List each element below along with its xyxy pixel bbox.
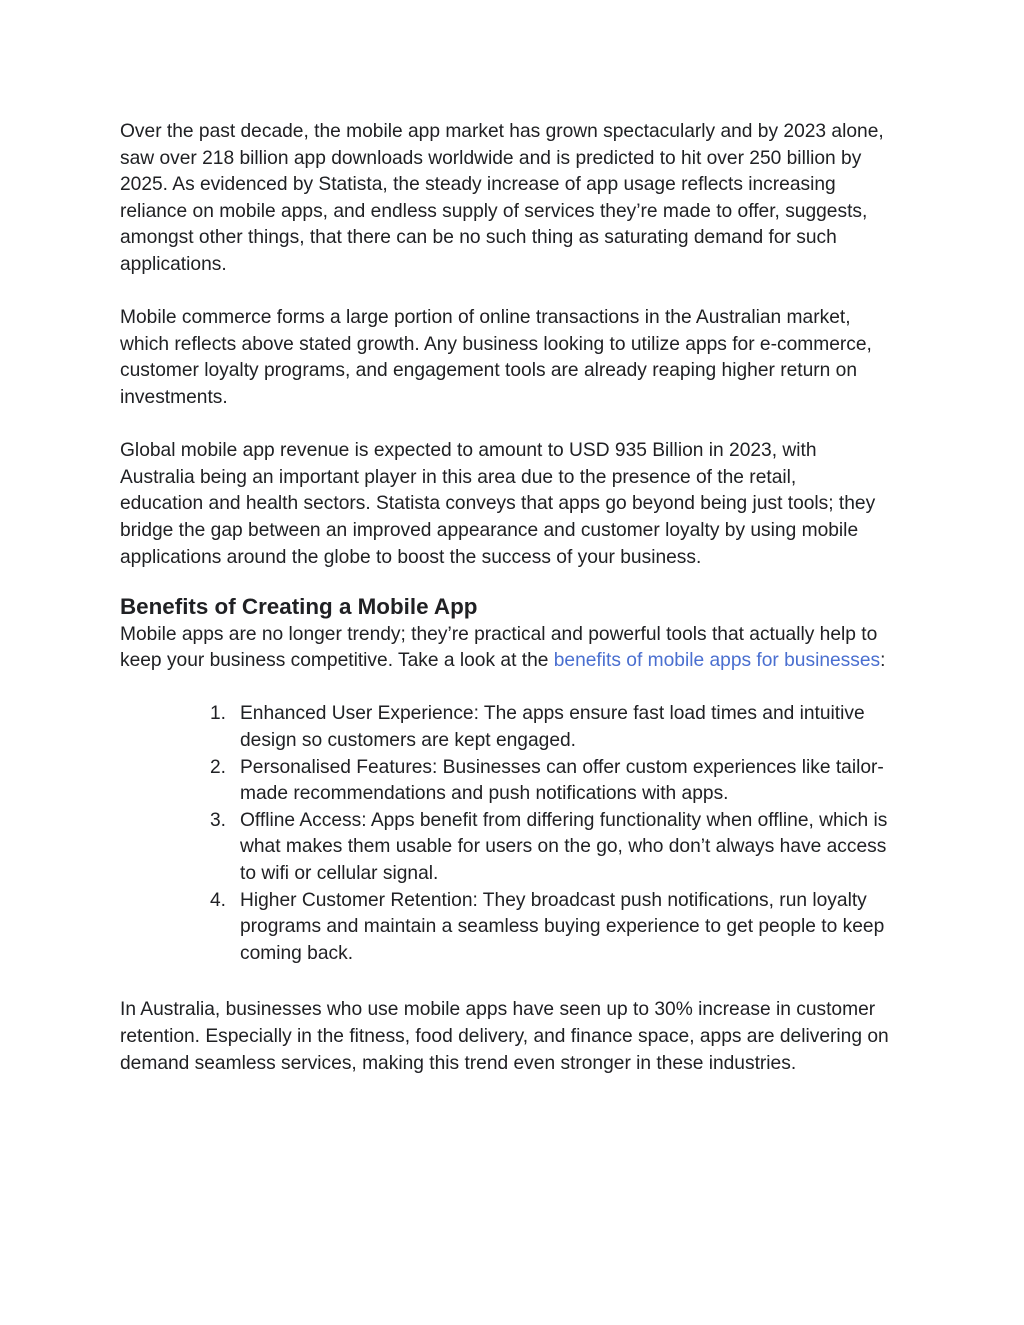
list-item-number: 3. [210, 809, 227, 831]
list-item-text: Enhanced User Experience: The apps ensure fast load times and intuitive design so customers are kept engaged. [240, 703, 865, 752]
benefits-list [120, 701, 910, 967]
benefits-link[interactable]: benefits of mobile apps for businesses [553, 650, 881, 672]
list-item-text: Offline Access: Apps benefit from differing functionality when offline, which is what makes them usable for users on the go, who don’t always have access to wifi or cellular signal. [240, 809, 888, 885]
paragraph-app-market-growth: Over the past decade, the mobile app market has grown spectacularly and by 2023 alone, saw over 218 billion app downloads worldwide and is predicted to hit over 250 billion by 2025. As evidenced by Statista, the steady increase of app usage reflects increasing reliance on mobile apps, and endless supply of services they’re made to offer, suggests, amongst other things, that there can be no such thing as saturating demand for such applications. [120, 121, 884, 275]
section-heading: Benefits of Creating a Mobile App [120, 593, 478, 619]
list-item-number: 1. [210, 703, 227, 725]
list-item-number: 2. [210, 756, 227, 778]
document-page [120, 119, 910, 1077]
list-item-text: Higher Customer Retention: They broadcast push notifications, run loyalty programs and maintain a seamless buying experience to get people to keep coming back. [240, 889, 885, 964]
list-item [120, 701, 905, 754]
intro-suffix: : [880, 650, 886, 672]
list-item [120, 888, 905, 968]
paragraph-global-revenue: Global mobile app revenue is expected to amount to USD 935 Billion in 2023, with Australia being an important player in this area due to the presence of the retail, education and health sectors. Statista conveys that apps go beyond being just tools; they bridge the gap between an improved appearance and customer loyalty by using mobile applications around the globe to boost the success of your business. [120, 440, 876, 568]
list-item-number: 4. [210, 889, 227, 911]
section-intro [120, 622, 900, 675]
list-item-text: Personalised Features: Businesses can offer custom experiences like tailor-made recommendations and push notifications with apps. [240, 756, 884, 805]
list-item [120, 808, 905, 888]
list-item [120, 755, 905, 808]
paragraph-australia-retention: In Australia, businesses who use mobile apps have seen up to 30% increase in customer retention. Especially in the fitness, food delivery, and finance space, apps are delivering on demand seamless services, making this trend even stronger in these industries. [120, 999, 889, 1074]
paragraph-mobile-commerce: Mobile commerce forms a large portion of online transactions in the Australian market, which reflects above stated growth. Any business looking to utilize apps for e-commerce, customer loyalty programs, and engagement tools are already reaping higher return on investments. [120, 307, 872, 408]
intro-text: Mobile apps are no longer trendy; they’re practical and powerful tools that actually help to keep your business competitive. Take a look at the [120, 623, 878, 672]
